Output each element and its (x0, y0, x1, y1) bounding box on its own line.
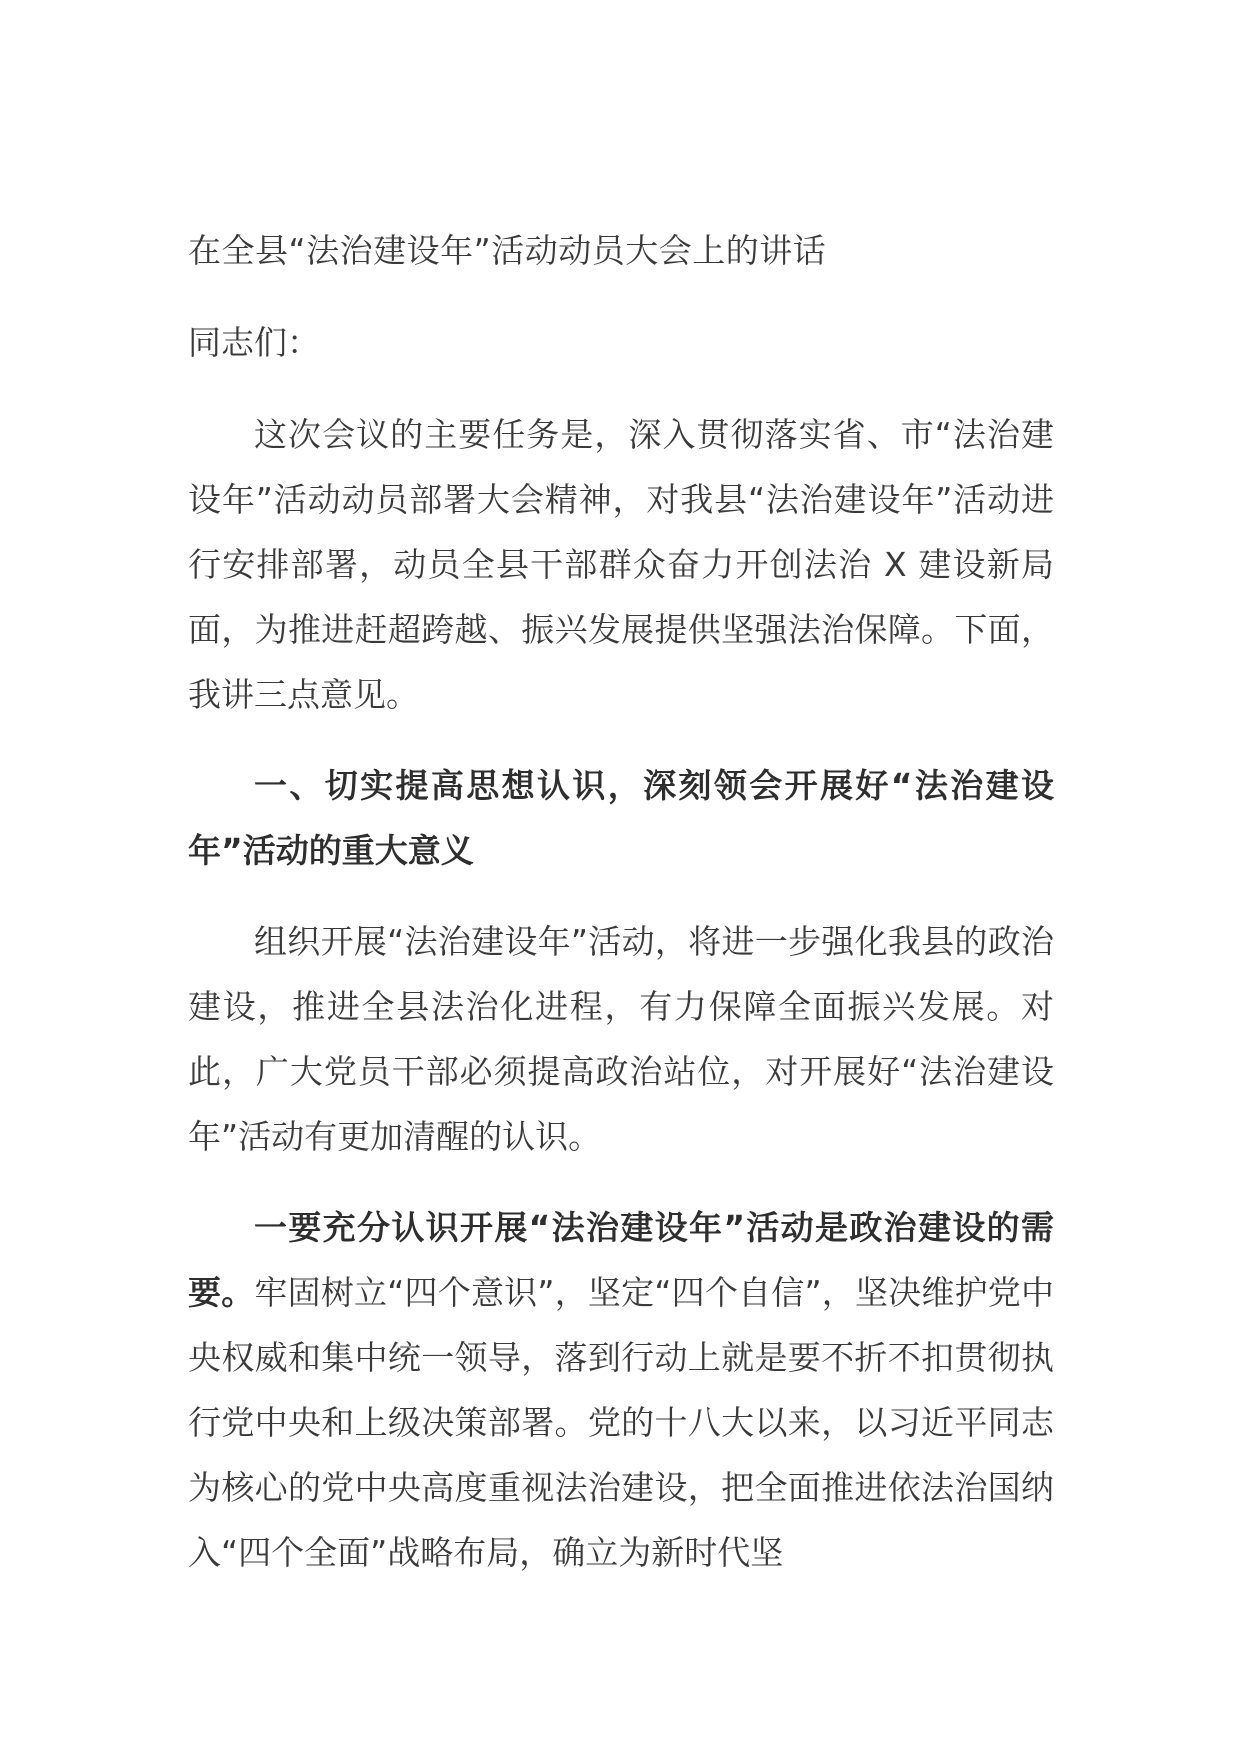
point-1-paragraph (188, 1195, 1054, 1585)
intro-paragraph: 这次会议的主要任务是，深入贯彻落实省、市“法治建设年”活动动员部署大会精神，对我县“法治建设年”活动进行安排部署，动员全县干部群众奋力开创法治 X 建设新局面，为推进赶超跨越、振兴发展提供坚强法治保障。下面，我讲三点意见。 (188, 415, 1054, 714)
section-1-paragraph: 组织开展“法治建设年”活动，将进一步强化我县的政治建设，推进全县法治化进程，有力保障全面振兴发展。对此，广大党员干部必须提高政治站位，对开展好“法治建设年”活动有更加清醒的认识。 (188, 922, 1054, 1156)
point-1-body: 牢固树立“四个意识”，坚定“四个自信”，坚决维护党中央权威和集中统一领导，落到行动上就是要不折不扣贯彻执行党中央和上级决策部署。党的十八大以来，以习近平同志为核心的党中央高度重视法治建设，把全面推进依法治国纳入“四个全面”战略布局，确立为新时代坚 (188, 1273, 1055, 1572)
document-title: 在全县“法治建设年”活动动员大会上的讲话 (188, 231, 827, 270)
section-heading-1: 一、切实提高思想认识，深刻领会开展好“法治建设年”活动的重大意义 (188, 766, 1054, 870)
point-1-lead: 一要充分认识开展“法治建设年”活动是政治建设的需要。 (188, 1208, 1054, 1312)
salutation: 同志们： (188, 323, 320, 362)
document-body (188, 218, 1054, 1585)
